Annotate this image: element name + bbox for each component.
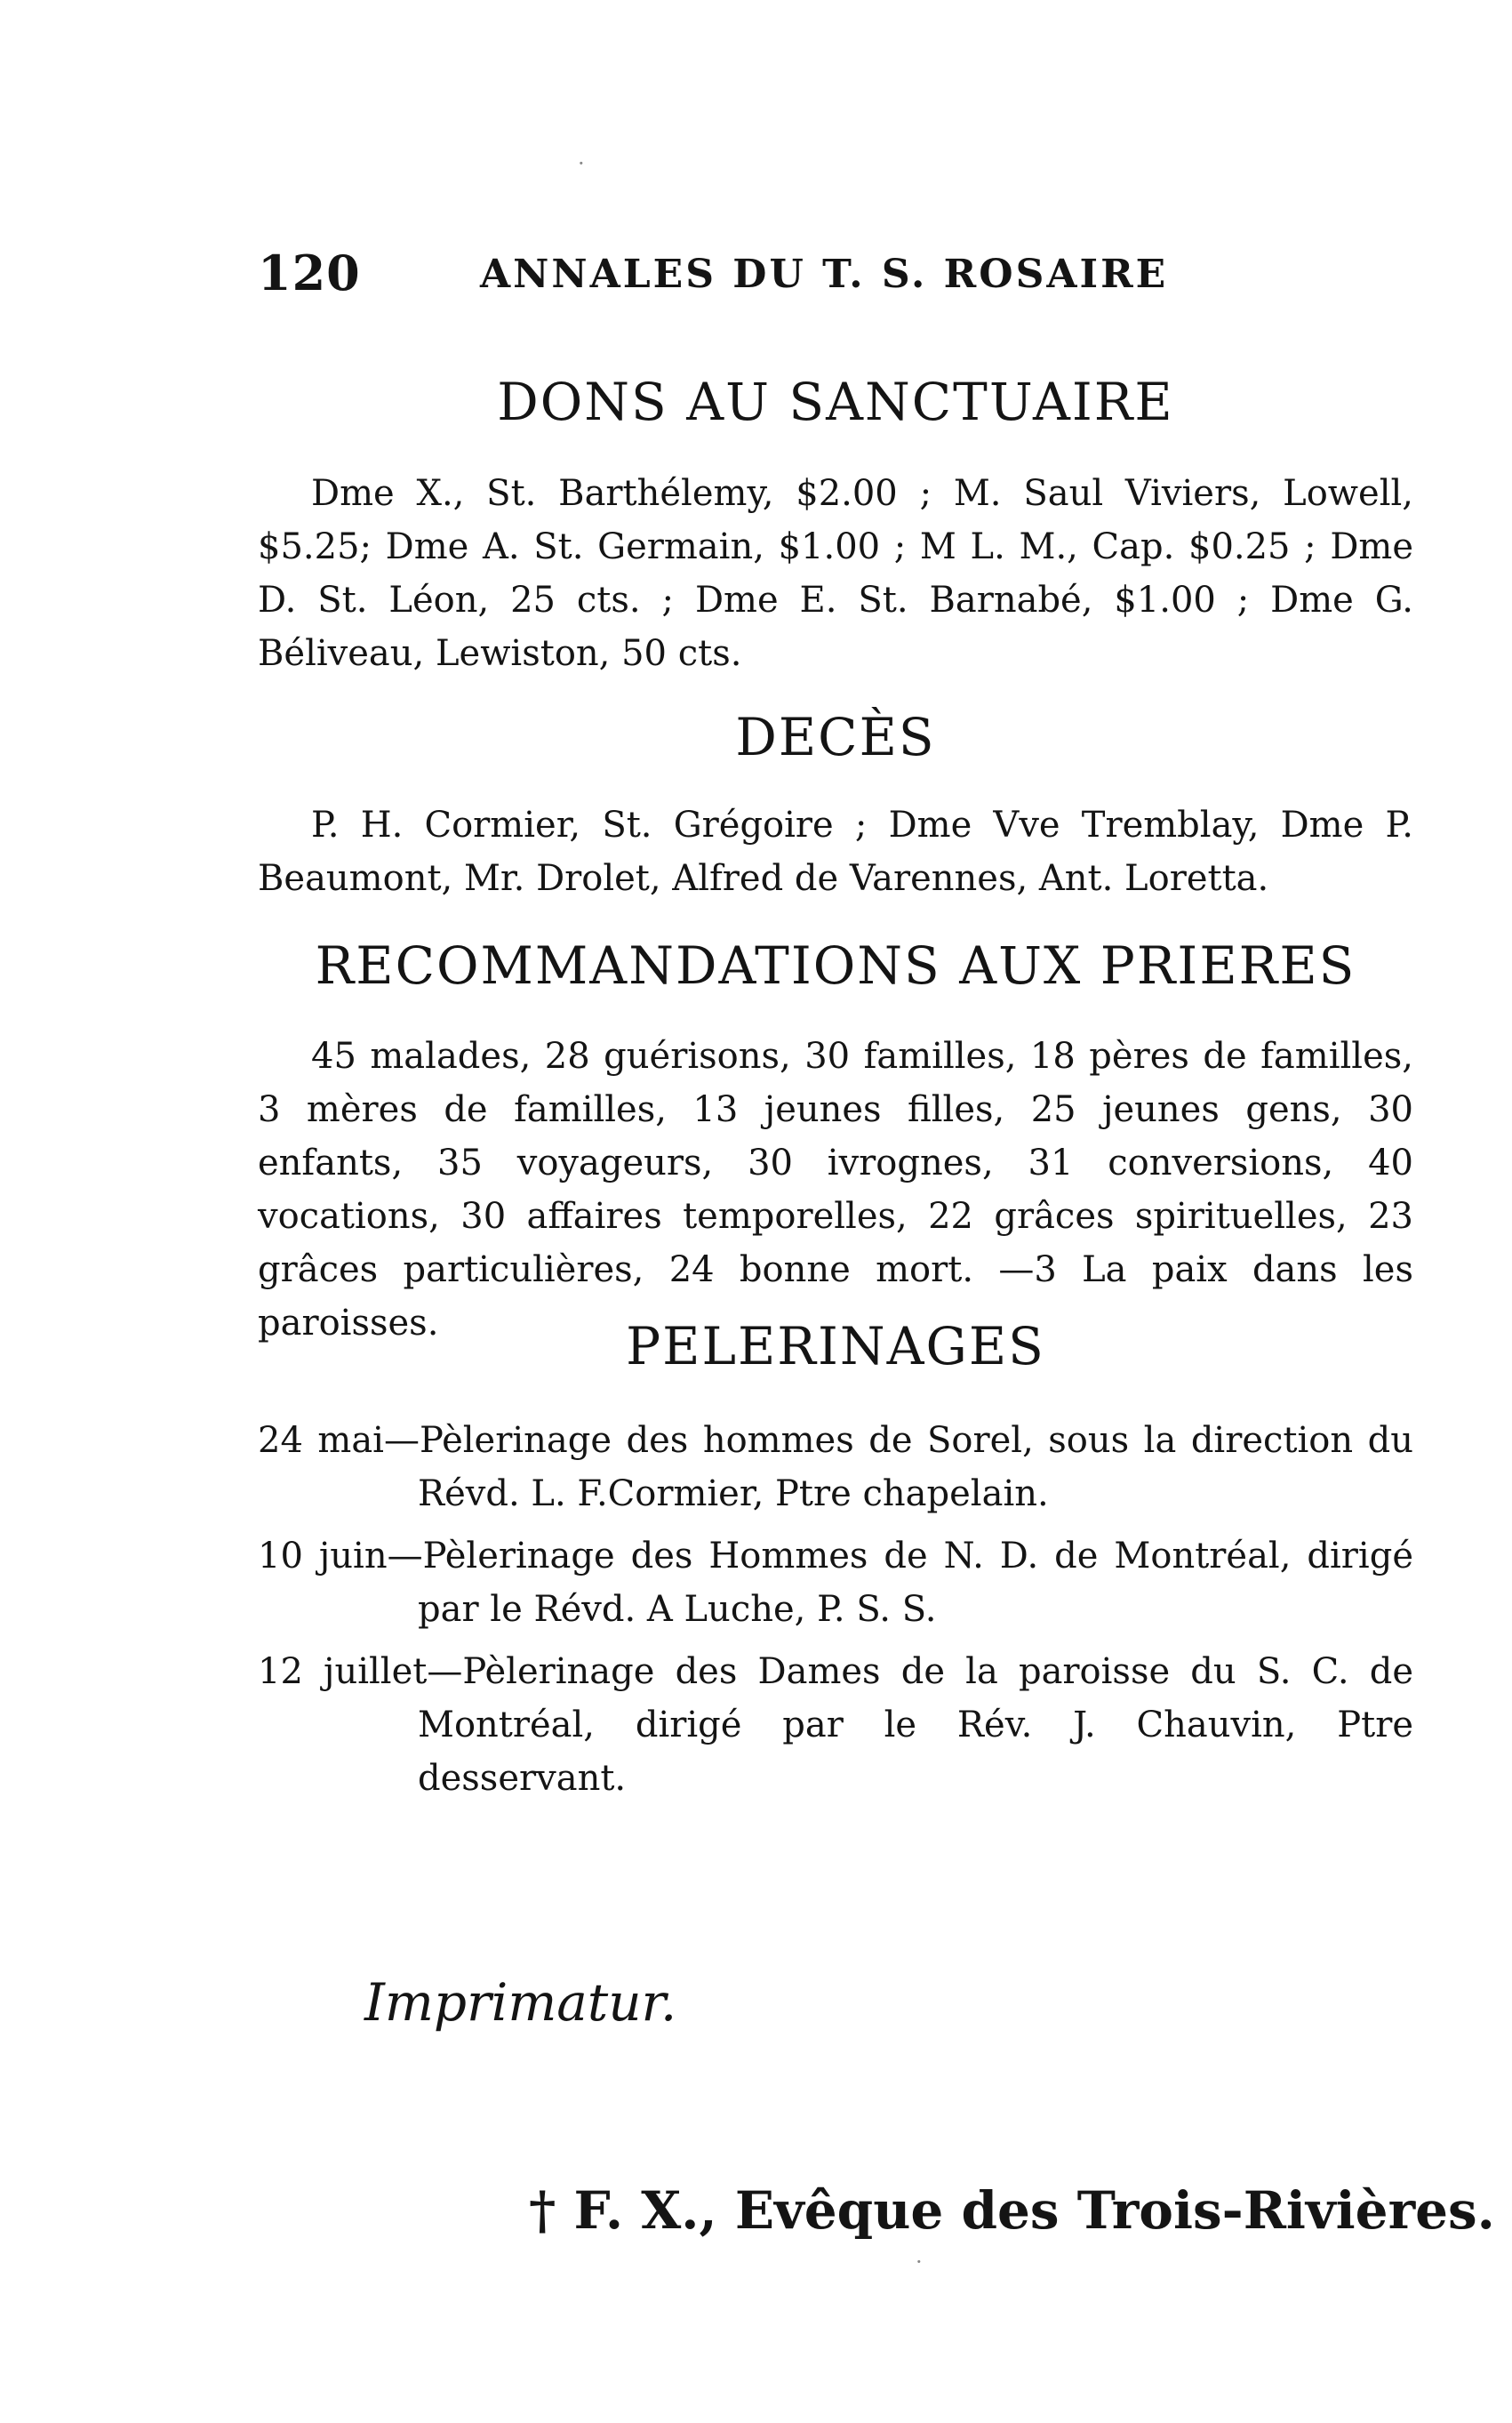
print-speck: · — [916, 2250, 923, 2275]
pelerinage-text: Pèlerinage des Hommes de N. D. de Montréal, dirigé par le Révd. A Luche, P. S. S. — [418, 1536, 1413, 1630]
deces-text: P. H. Cormier, St. Grégoire ; Dme Vve Tremblay, Dme P. Beaumont, Mr. Drolet, Alfred de Varennes, Ant. Loretta. — [258, 805, 1413, 899]
pelerinage-entry — [258, 1645, 1413, 1805]
deces-title: DECÈS — [735, 707, 936, 767]
print-speck: · — [578, 151, 585, 176]
pelerinage-date: 10 juin— — [258, 1536, 423, 1577]
pelerinage-entry — [258, 1529, 1413, 1636]
dons-title: DONS AU SANCTUAIRE — [497, 372, 1174, 432]
recommandations-text: 45 malades, 28 guérisons, 30 familles, 18 pères de familles, 3 mères de familles, 13 jeunes filles, 25 jeunes gens, 30 enfants, 35 voyageurs, 30 ivrognes, 31 conversions, 40 vocations, 30 affaires temporelles, 22 grâces spirituelles, 23 grâces particulières, 24 bonne mort. —3 La paix dans les paroisses. — [258, 1036, 1413, 1344]
pelerinage-text: Pèlerinage des hommes de Sorel, sous la direction du Révd. L. F.Cormier, Ptre chapelain. — [418, 1420, 1413, 1514]
imprimatur: Imprimatur. — [364, 1972, 677, 2033]
page-number: 120 — [258, 245, 361, 301]
page-header — [258, 245, 1413, 316]
bishop-signature: † F. X., Evêque des Trois-Rivières. — [529, 2180, 1495, 2241]
running-title: ANNALES DU T. S. ROSAIRE — [480, 252, 1169, 297]
pelerinage-entry — [258, 1414, 1413, 1520]
pelerinage-date: 24 mai— — [258, 1420, 420, 1461]
recommandations-title: RECOMMANDATIONS AUX PRIERES — [315, 935, 1356, 996]
pelerinages-title: PELERINAGES — [626, 1316, 1045, 1376]
dons-text: Dme X., St. Barthélemy, $2.00 ; M. Saul Viviers, Lowell, $5.25; Dme A. St. Germain, $1.00 ; M L. M., Cap. $0.25 ; Dme D. St. Léon, 25 cts. ; Dme E. St. Barnabé, $1.00 ; Dme G. Béliveau, Lewiston, 50 cts. — [258, 473, 1413, 674]
pelerinage-text: Pèlerinage des Dames de la paroisse du S. C. de Montréal, dirigé par le Rév. J. Chauvin, Ptre desservant. — [418, 1651, 1414, 1799]
pelerinage-date: 12 juillet— — [258, 1651, 463, 1692]
